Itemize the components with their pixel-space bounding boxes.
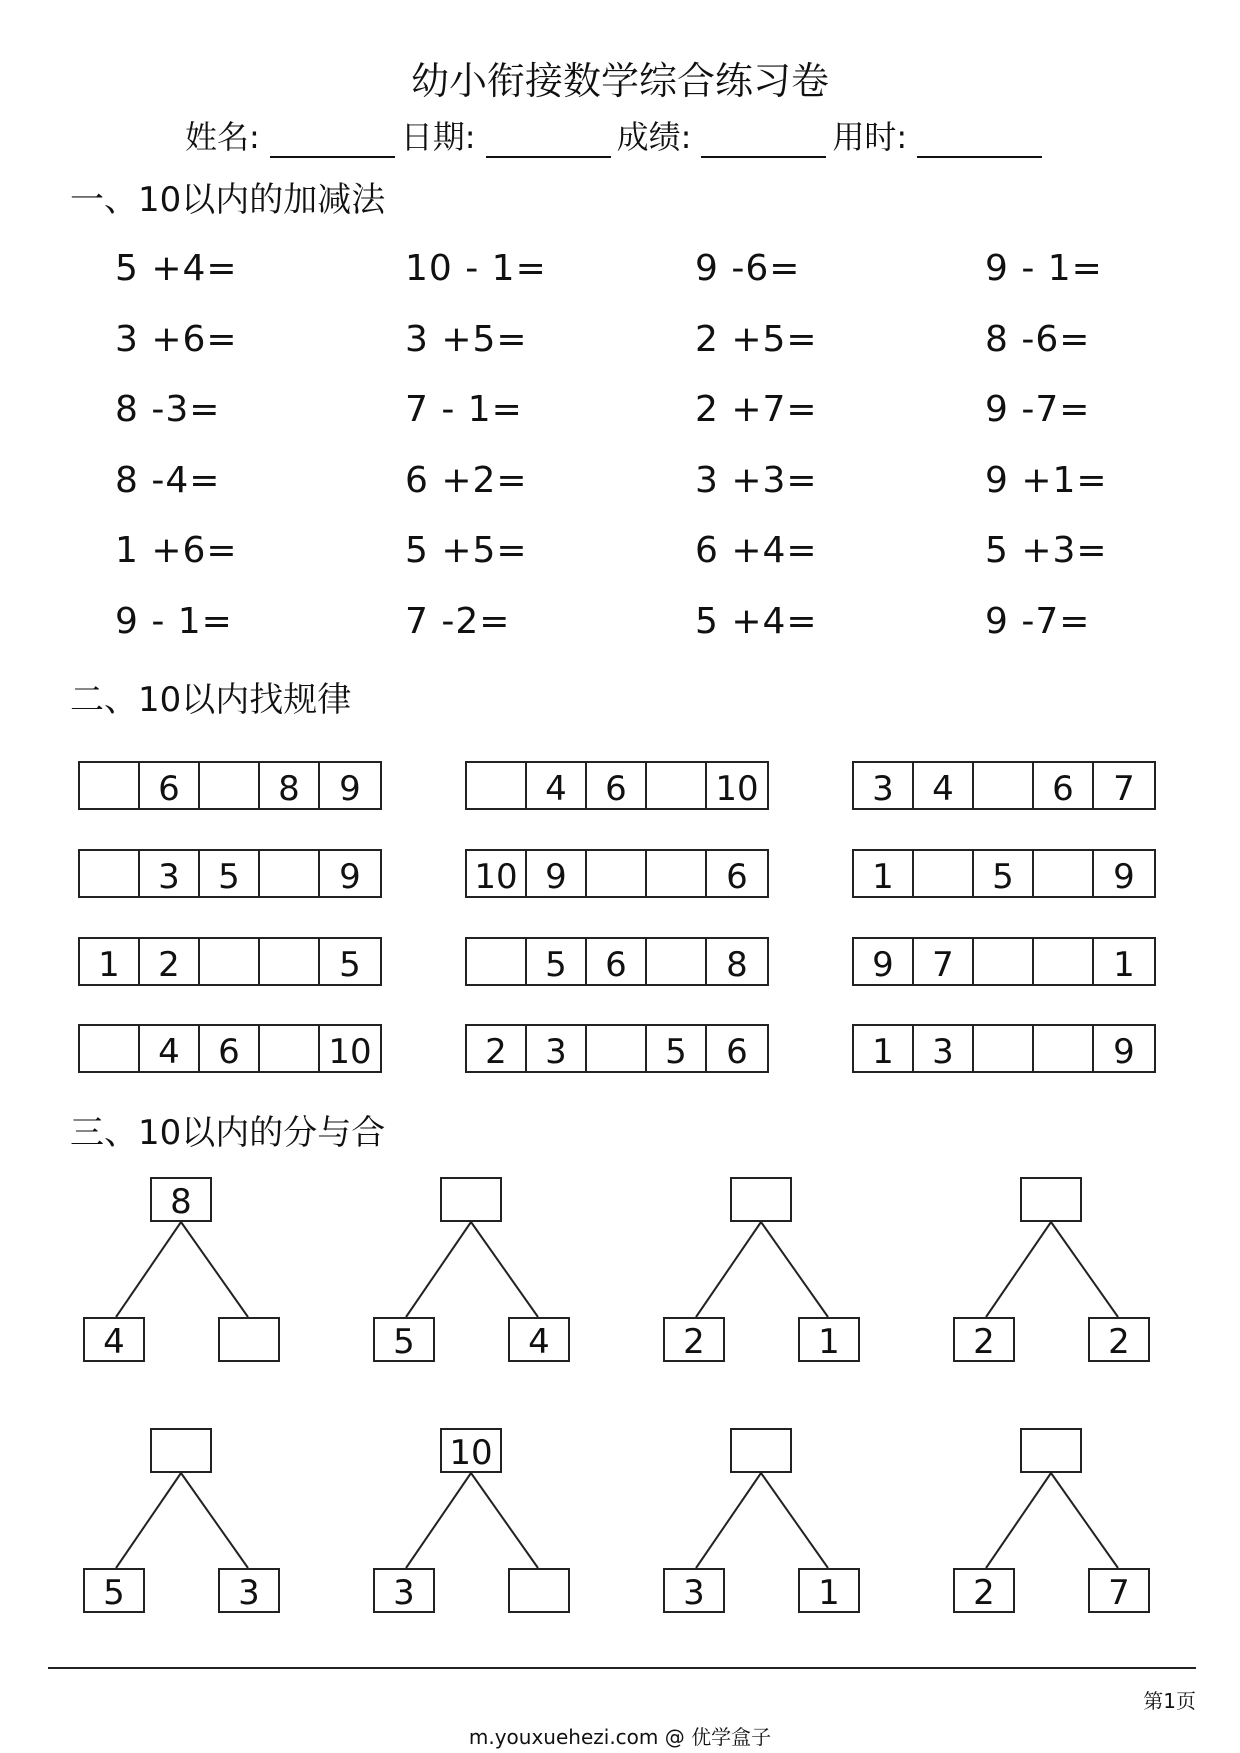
name-label: 姓名: xyxy=(185,118,260,156)
number-bond-tree xyxy=(953,1428,1173,1618)
answer-cell[interactable] xyxy=(587,1026,647,1071)
bond-box-top[interactable] xyxy=(1020,1428,1082,1473)
number-bond-tree xyxy=(373,1428,593,1618)
bond-line xyxy=(696,1473,761,1568)
number-cell: 10 xyxy=(328,1032,372,1072)
name-blank[interactable] xyxy=(270,120,395,158)
bond-box-left: 2 xyxy=(953,1317,1015,1362)
bond-box-top[interactable] xyxy=(730,1177,792,1222)
answer-cell[interactable] xyxy=(974,1026,1034,1071)
math-problem: 5 +4= xyxy=(695,600,818,642)
number-cell: 6 xyxy=(587,939,647,984)
number-cell: 5 xyxy=(200,851,260,896)
math-problem: 9 +1= xyxy=(985,459,1108,501)
footer-divider xyxy=(48,1667,1196,1669)
number-sequence xyxy=(852,937,1156,986)
answer-cell[interactable] xyxy=(647,851,707,896)
number-cell: 9 xyxy=(339,769,361,809)
math-problem: 9 -6= xyxy=(695,248,801,289)
bond-line xyxy=(471,1473,538,1568)
number-sequence xyxy=(852,761,1156,810)
math-problem: 2 +5= xyxy=(695,318,818,360)
math-problem: 8 -6= xyxy=(985,318,1091,360)
number-bond-tree xyxy=(953,1177,1173,1367)
number-cell: 2 xyxy=(140,939,200,984)
number-cell: 3 xyxy=(914,1026,974,1071)
bond-box-left: 2 xyxy=(663,1317,725,1362)
number-cell: 7 xyxy=(1113,769,1135,809)
answer-cell[interactable] xyxy=(260,939,320,984)
bond-box-left: 2 xyxy=(953,1568,1015,1613)
answer-cell[interactable] xyxy=(647,939,707,984)
section-title-patterns: 二、10以内找规律 xyxy=(70,680,352,720)
answer-cell[interactable] xyxy=(467,763,527,808)
page-number: 第1页 xyxy=(1143,1689,1196,1713)
math-problem: 8 -4= xyxy=(115,459,221,501)
answer-cell[interactable] xyxy=(974,939,1034,984)
score-field[interactable] xyxy=(617,112,827,158)
math-problem: 9 - 1= xyxy=(115,600,233,642)
number-cell: 4 xyxy=(140,1026,200,1071)
answer-cell[interactable] xyxy=(1034,1026,1094,1071)
bond-box-top[interactable] xyxy=(440,1177,502,1222)
number-bond-tree xyxy=(83,1428,303,1618)
student-info-row xyxy=(185,112,1048,158)
math-problem: 6 +2= xyxy=(405,459,528,501)
number-bond-tree xyxy=(83,1177,303,1367)
bond-line xyxy=(986,1222,1051,1317)
bond-box-left: 3 xyxy=(663,1568,725,1613)
number-bond-tree xyxy=(373,1177,593,1367)
date-blank[interactable] xyxy=(486,120,611,158)
number-cell: 5 xyxy=(974,851,1034,896)
bond-box-left: 5 xyxy=(373,1317,435,1362)
answer-cell[interactable] xyxy=(200,763,260,808)
bond-line xyxy=(406,1473,471,1568)
bond-box-right: 3 xyxy=(218,1568,280,1613)
number-cell: 9 xyxy=(854,939,914,984)
bond-line xyxy=(181,1222,248,1317)
bond-line xyxy=(406,1222,471,1317)
time-label: 用时: xyxy=(832,118,908,156)
answer-cell[interactable] xyxy=(587,851,647,896)
answer-cell[interactable] xyxy=(1034,851,1094,896)
number-cell: 4 xyxy=(914,763,974,808)
math-problem: 9 -7= xyxy=(985,600,1091,642)
number-cell: 7 xyxy=(914,939,974,984)
number-cell: 8 xyxy=(260,763,320,808)
bond-line xyxy=(181,1473,248,1568)
answer-cell[interactable] xyxy=(260,851,320,896)
math-problem: 6 +4= xyxy=(695,530,818,571)
number-cell: 9 xyxy=(339,857,361,897)
number-cell: 1 xyxy=(80,939,140,984)
section-title-composition: 三、10以内的分与合 xyxy=(70,1113,386,1153)
number-cell: 6 xyxy=(200,1026,260,1071)
number-cell: 6 xyxy=(726,1032,748,1072)
time-field[interactable] xyxy=(832,112,1042,158)
footer-source: m.youxuehezi.com @ 优学盒子 xyxy=(468,1725,772,1749)
time-blank[interactable] xyxy=(917,120,1042,158)
bond-box-right: 4 xyxy=(508,1317,570,1362)
number-sequence xyxy=(465,1024,769,1073)
answer-cell[interactable] xyxy=(80,763,140,808)
answer-cell[interactable] xyxy=(1034,939,1094,984)
number-cell: 1 xyxy=(854,1026,914,1071)
number-sequence xyxy=(852,1024,1156,1073)
math-problem: 1 +6= xyxy=(115,530,238,571)
math-problem: 9 - 1= xyxy=(985,248,1103,289)
answer-cell[interactable] xyxy=(647,763,707,808)
number-cell: 3 xyxy=(527,1026,587,1071)
bond-box-top: 8 xyxy=(150,1177,212,1222)
bond-box-right: 2 xyxy=(1088,1317,1150,1362)
number-cell: 9 xyxy=(527,851,587,896)
math-problem: 3 +6= xyxy=(115,318,238,360)
number-cell: 6 xyxy=(726,857,748,897)
date-label: 日期: xyxy=(400,118,476,156)
bond-line xyxy=(116,1473,181,1568)
number-cell: 3 xyxy=(140,851,200,896)
bond-box-right: 7 xyxy=(1088,1568,1150,1613)
bond-box-top: 10 xyxy=(440,1428,502,1473)
bond-box-top[interactable] xyxy=(730,1428,792,1473)
math-problem: 5 +5= xyxy=(405,530,528,571)
math-problem: 10 - 1= xyxy=(405,248,547,289)
math-problem: 5 +3= xyxy=(985,530,1108,571)
bond-line xyxy=(761,1473,828,1568)
number-sequence xyxy=(852,849,1156,898)
math-problem: 5 +4= xyxy=(115,248,238,289)
answer-cell[interactable] xyxy=(260,1026,320,1071)
number-sequence xyxy=(465,937,769,986)
date-field[interactable] xyxy=(401,112,611,158)
number-sequence xyxy=(78,1024,382,1073)
bond-box-left: 3 xyxy=(373,1568,435,1613)
math-problem: 9 -7= xyxy=(985,389,1091,430)
number-cell: 9 xyxy=(1113,857,1135,897)
bond-line xyxy=(116,1222,181,1317)
number-cell: 5 xyxy=(527,939,587,984)
bond-box-top[interactable] xyxy=(150,1428,212,1473)
score-label: 成绩: xyxy=(616,118,692,156)
answer-cell[interactable] xyxy=(80,851,140,896)
answer-cell[interactable] xyxy=(467,939,527,984)
number-cell: 1 xyxy=(1113,945,1135,985)
bond-box-right: 1 xyxy=(798,1317,860,1362)
number-sequence xyxy=(465,849,769,898)
bond-box-right[interactable] xyxy=(218,1317,280,1362)
math-problem: 8 -3= xyxy=(115,389,221,430)
bond-box-top[interactable] xyxy=(1020,1177,1082,1222)
bond-line xyxy=(696,1222,761,1317)
answer-cell[interactable] xyxy=(80,1026,140,1071)
math-problem: 7 -2= xyxy=(405,600,511,642)
number-bond-tree xyxy=(663,1177,883,1367)
math-problem: 7 - 1= xyxy=(405,389,523,430)
number-sequence xyxy=(78,849,382,898)
number-cell: 9 xyxy=(1113,1032,1135,1072)
bond-line xyxy=(986,1473,1051,1568)
number-bond-tree xyxy=(663,1428,883,1618)
number-cell: 5 xyxy=(647,1026,707,1071)
number-cell: 4 xyxy=(527,763,587,808)
number-cell: 10 xyxy=(715,769,759,809)
bond-line xyxy=(471,1222,538,1317)
score-blank[interactable] xyxy=(701,120,826,158)
answer-cell[interactable] xyxy=(200,939,260,984)
number-cell: 1 xyxy=(854,851,914,896)
bond-box-right[interactable] xyxy=(508,1568,570,1613)
name-field[interactable] xyxy=(185,112,395,158)
number-sequence xyxy=(78,937,382,986)
math-problem: 3 +5= xyxy=(405,318,528,360)
bond-box-right: 1 xyxy=(798,1568,860,1613)
number-cell: 10 xyxy=(467,851,527,896)
bond-box-left: 4 xyxy=(83,1317,145,1362)
answer-cell[interactable] xyxy=(974,763,1034,808)
math-problem: 2 +7= xyxy=(695,389,818,430)
number-cell: 8 xyxy=(726,945,748,985)
number-cell: 6 xyxy=(140,763,200,808)
math-problem: 3 +3= xyxy=(695,459,818,501)
number-cell: 6 xyxy=(1034,763,1094,808)
number-cell: 5 xyxy=(339,945,361,985)
number-sequence xyxy=(465,761,769,810)
number-cell: 3 xyxy=(854,763,914,808)
bond-line xyxy=(1051,1222,1118,1317)
number-cell: 6 xyxy=(587,763,647,808)
number-cell: 2 xyxy=(467,1026,527,1071)
answer-cell[interactable] xyxy=(914,851,974,896)
number-sequence xyxy=(78,761,382,810)
bond-box-left: 5 xyxy=(83,1568,145,1613)
section-title-addition: 一、10以内的加减法 xyxy=(70,180,386,220)
bond-line xyxy=(1051,1473,1118,1568)
bond-line xyxy=(761,1222,828,1317)
worksheet-title: 幼小衔接数学综合练习卷 xyxy=(410,59,829,103)
